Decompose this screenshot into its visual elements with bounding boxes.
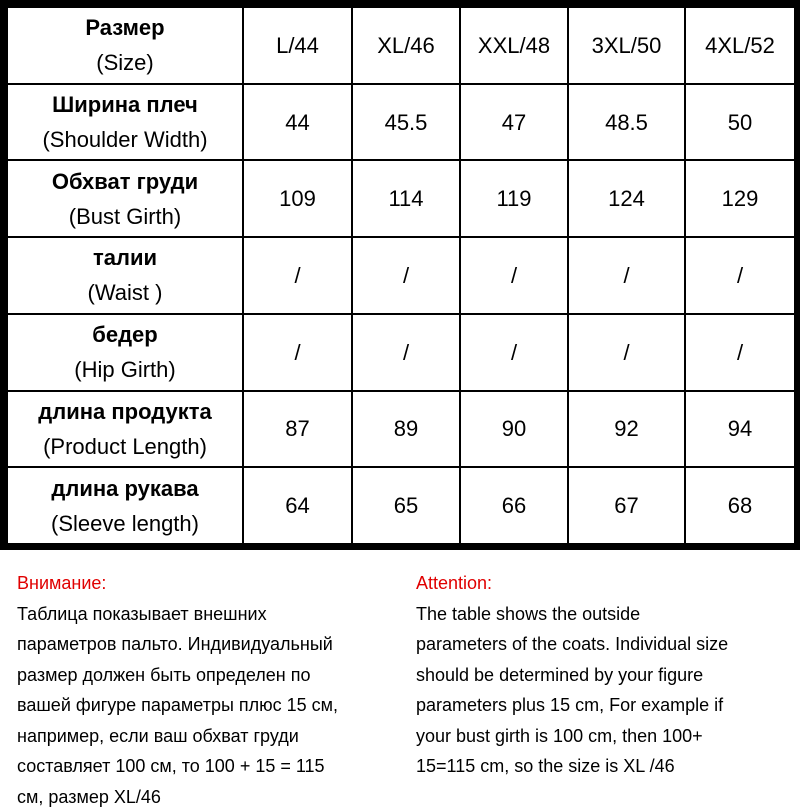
table-cell: 48.5 <box>568 84 685 161</box>
size-header-cell: L/44 <box>243 7 352 84</box>
note-line-en: parameters plus 15 cm, For example if <box>416 690 786 721</box>
header-label-ru: Размер <box>8 10 242 45</box>
row-label-ru: Ширина плеч <box>8 87 242 122</box>
table-cell: 89 <box>352 391 460 468</box>
row-label-ru: длина продукта <box>8 394 242 429</box>
table-cell: 45.5 <box>352 84 460 161</box>
table-cell: / <box>352 314 460 391</box>
table-cell: 65 <box>352 467 460 544</box>
table-cell: 47 <box>460 84 568 161</box>
table-cell: 119 <box>460 160 568 237</box>
attention-title-ru: Внимание: <box>17 568 387 599</box>
table-cell: / <box>460 314 568 391</box>
table-row <box>7 160 795 237</box>
table-cell: / <box>243 237 352 314</box>
row-label-en: (Product Length) <box>8 429 242 464</box>
table-row <box>7 467 795 544</box>
size-header-cell: 3XL/50 <box>568 7 685 84</box>
row-label-en: (Shoulder Width) <box>8 122 242 157</box>
row-label-cell <box>7 467 243 544</box>
table-cell: 94 <box>685 391 795 468</box>
note-line-ru: размер должен быть определен по <box>17 660 387 691</box>
table-cell: / <box>685 237 795 314</box>
attention-note-english <box>416 568 786 782</box>
note-line-en: parameters of the coats. Individual size <box>416 629 786 660</box>
table-cell: 68 <box>685 467 795 544</box>
table-cell: 87 <box>243 391 352 468</box>
table-cell: 50 <box>685 84 795 161</box>
row-label-ru: длина рукава <box>8 471 242 506</box>
table-cell: / <box>460 237 568 314</box>
row-label-cell <box>7 84 243 161</box>
note-line-en: The table shows the outside <box>416 599 786 630</box>
row-label-cell <box>7 391 243 468</box>
note-line-en: should be determined by your figure <box>416 660 786 691</box>
table-cell: / <box>568 237 685 314</box>
attention-note-russian <box>17 568 387 812</box>
table-cell: 124 <box>568 160 685 237</box>
row-label-ru: талии <box>8 240 242 275</box>
table-cell: / <box>685 314 795 391</box>
row-label-ru: Обхват груди <box>8 164 242 199</box>
note-line-ru: например, если ваш обхват груди <box>17 721 387 752</box>
header-label-en: (Size) <box>8 45 242 80</box>
row-label-en: (Bust Girth) <box>8 199 242 234</box>
row-label-ru: бедер <box>8 317 242 352</box>
table-row <box>7 84 795 161</box>
note-line-ru: составляет 100 см, то 100 + 15 = 115 <box>17 751 387 782</box>
table-row <box>7 391 795 468</box>
note-line-en: your bust girth is 100 cm, then 100+ <box>416 721 786 752</box>
table-cell: 67 <box>568 467 685 544</box>
table-cell: 114 <box>352 160 460 237</box>
table-row <box>7 237 795 314</box>
note-line-ru: параметров пальто. Индивидуальный <box>17 629 387 660</box>
attention-title-en: Attention: <box>416 568 786 599</box>
note-line-ru: Таблица показывает внешних <box>17 599 387 630</box>
row-label-en: (Sleeve length) <box>8 506 242 541</box>
table-cell: 90 <box>460 391 568 468</box>
table-cell: 44 <box>243 84 352 161</box>
table-cell: / <box>352 237 460 314</box>
table-cell: / <box>568 314 685 391</box>
row-label-en: (Hip Girth) <box>8 352 242 387</box>
size-header-cell: XL/46 <box>352 7 460 84</box>
table-cell: 129 <box>685 160 795 237</box>
header-label-cell <box>7 7 243 84</box>
note-line-ru: см, размер XL/46 <box>17 782 387 812</box>
table-cell: 64 <box>243 467 352 544</box>
note-line-ru: вашей фигуре параметры плюс 15 см, <box>17 690 387 721</box>
table-row <box>7 314 795 391</box>
row-label-cell <box>7 237 243 314</box>
row-label-cell <box>7 314 243 391</box>
size-header-cell: 4XL/52 <box>685 7 795 84</box>
row-label-en: (Waist ) <box>8 275 242 310</box>
size-header-cell: XXL/48 <box>460 7 568 84</box>
size-chart-table <box>6 6 796 545</box>
table-header-row <box>7 7 795 84</box>
row-label-cell <box>7 160 243 237</box>
table-cell: 109 <box>243 160 352 237</box>
note-line-en: 15=115 cm, so the size is XL /46 <box>416 751 786 782</box>
table-cell: 92 <box>568 391 685 468</box>
table-cell: 66 <box>460 467 568 544</box>
table-cell: / <box>243 314 352 391</box>
